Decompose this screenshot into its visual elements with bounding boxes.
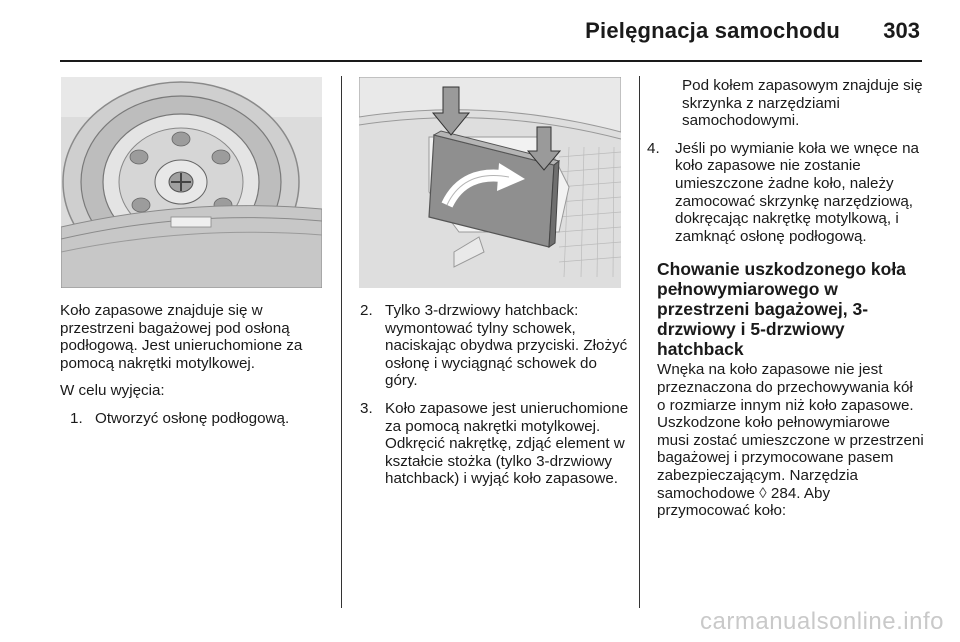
page-reference-icon[interactable]: ◊: [759, 484, 767, 502]
intro-paragraph: Koło zapasowe znajduje się w przestrzeni bagażowej pod osłoną podłogową. Jest unieruchomione za pomocą nakrętki motylkowej.: [60, 302, 303, 372]
step-text: Koło zapasowe jest unieruchomione za pomocą nakrętki motylkowej. Odkręcić nakrętkę, zdjąć element w kształcie stożka (tylko 3-drzwiowy hatchback) i wyjąć koło zapasowe.: [385, 399, 629, 488]
page-number: 303: [883, 18, 920, 43]
rear-storage-compartment-illustration: [359, 77, 621, 288]
step-3: [360, 400, 630, 488]
header-rule: [60, 60, 922, 62]
step-text: Jeśli po wymianie koła we wnęce na koło zapasowe nie zostanie umieszczone żadne koło, należy zamocować skrzynkę narzędziową, dokręcając nakrętkę motylkową, i zamknąć osłonę podłogową.: [675, 139, 919, 245]
body-text-after-reference: 284. Aby przymocować koło:: [657, 484, 831, 520]
step-2: [360, 302, 630, 390]
column-2: [360, 302, 630, 498]
step-text: Tylko 3-drzwiowy hatchback: wymontować tylny schowek, naciskając obydwa przyciski. Złożyć osłonę i wyciągnąć schowek do góry.: [385, 302, 628, 390]
step-number: 2.: [360, 302, 373, 319]
column-divider-2: [639, 76, 640, 608]
body-text: Wnęka na koło zapasowe nie jest przeznaczona do przechowywania kół o rozmiarze innym niż koło zapasowe. Uszkodzone koło pełnowymiarowe musi zostać umieszczone w przestrzeni bagażowej i przymocowane pasem zabezpieczającym. Narzędzia samochodowe: [657, 361, 924, 502]
step-4: [647, 140, 925, 246]
watermark: carmanualsonline.info: [700, 608, 944, 635]
page-title: Pielęgnacja samochodu: [585, 18, 840, 43]
step-number: 1.: [70, 409, 83, 427]
step-number: 4.: [647, 139, 660, 157]
page-header: [0, 0, 960, 62]
section-body: [657, 361, 925, 519]
column-divider-1: [341, 76, 342, 608]
spare-wheel-illustration: [61, 77, 322, 288]
step-number: 3.: [360, 399, 373, 417]
removal-intro: W celu wyjęcia:: [60, 382, 165, 400]
column-1: [60, 302, 330, 438]
step-text: Otworzyć osłonę podłogową.: [95, 409, 290, 427]
step-1: [70, 410, 330, 428]
section-heading: Chowanie uszkodzonego koła pełnowymiarowego w przestrzeni bagażowej, 3-drzwiowy i 5-drzwiowy hatchback: [657, 259, 906, 360]
column-3: [647, 77, 925, 530]
step-3-continuation: Pod kołem zapasowym znajduje się skrzynka z narzędziami samochodowymi.: [682, 77, 923, 130]
